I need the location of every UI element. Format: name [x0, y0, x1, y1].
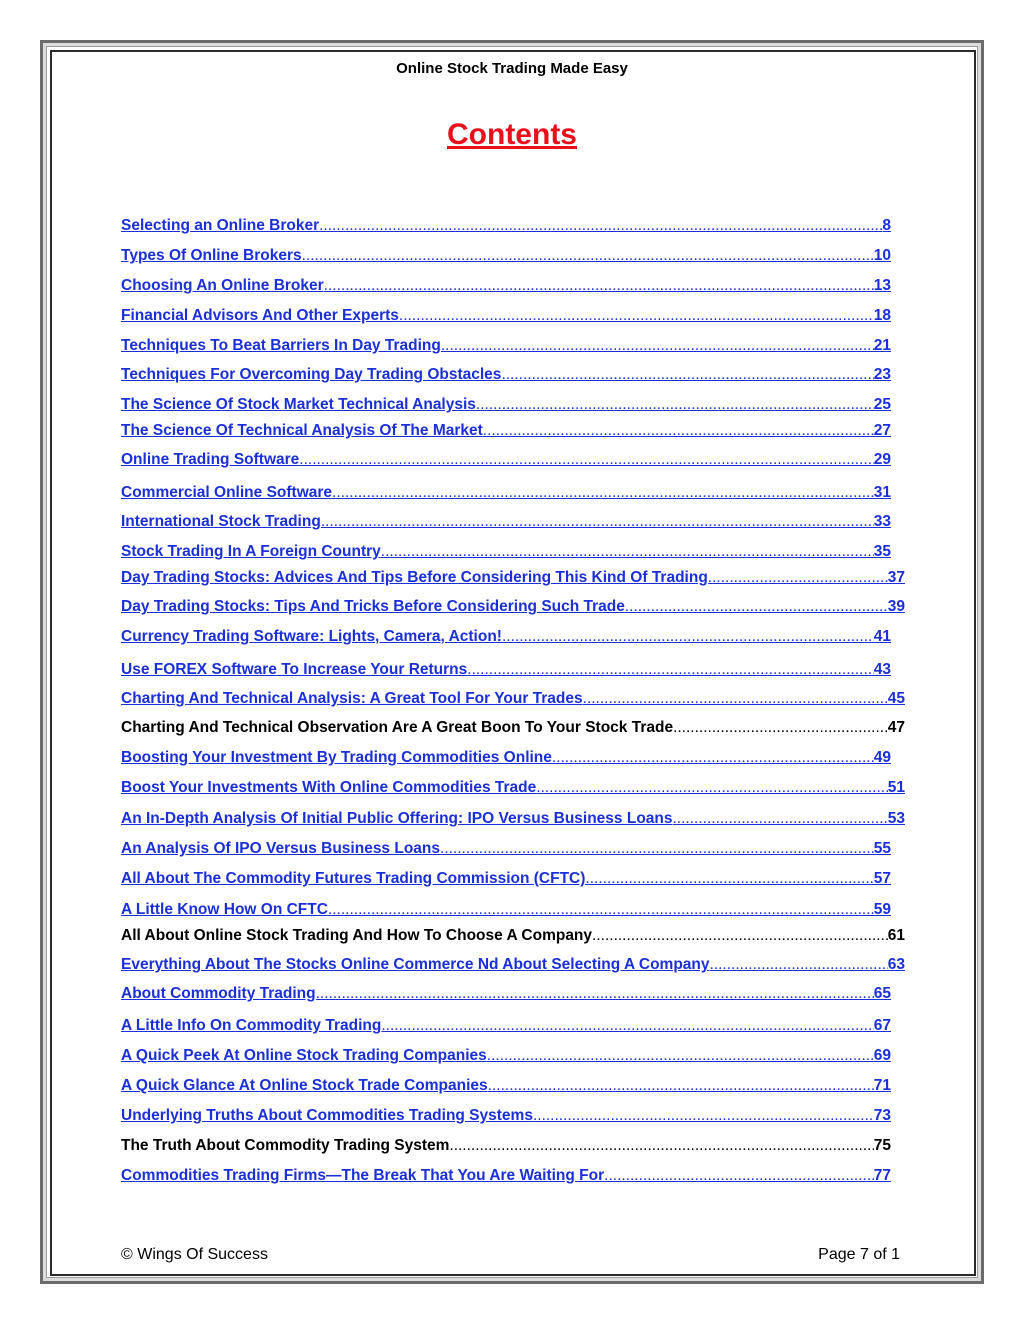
footer-copyright: © Wings Of Success: [121, 1246, 268, 1263]
toc-dot-leader: [319, 216, 882, 236]
toc-entry-title: Day Trading Stocks: Advices And Tips Before Considering This Kind Of Trading: [121, 569, 708, 586]
toc-dot-leader: [299, 450, 873, 470]
toc-entry-page: 45: [887, 690, 905, 707]
toc-entry-title: Stock Trading In A Foreign Country: [121, 543, 381, 560]
toc-dot-leader: [483, 421, 874, 441]
toc-dot-leader: [585, 869, 873, 889]
toc-dot-leader: [552, 748, 874, 768]
toc-entry[interactable]: [121, 568, 905, 588]
toc-entry-title: Commodities Trading Firms—The Break That You Are Waiting For: [121, 1167, 605, 1184]
toc-entry: [121, 1136, 891, 1156]
toc-entry-page: 77: [873, 1167, 891, 1184]
toc-entry-title: A Quick Peek At Online Stock Trading Companies: [121, 1047, 487, 1064]
toc-entry-title: Everything About The Stocks Online Commerce Nd About Selecting A Company: [121, 956, 710, 973]
toc-entry-title: Underlying Truths About Commodities Trading Systems: [121, 1107, 533, 1124]
toc-dot-leader: [592, 926, 888, 946]
toc-dot-leader: [332, 483, 874, 503]
toc-entry-page: 61: [887, 927, 905, 944]
toc-entry[interactable]: [121, 689, 905, 709]
toc-entry[interactable]: [121, 306, 891, 326]
toc-dot-leader: [467, 660, 873, 680]
toc-entry-page: 41: [873, 628, 891, 645]
toc-entry[interactable]: [121, 1016, 891, 1036]
toc-entry-title: International Stock Trading: [121, 513, 321, 530]
toc-entry-title: Commercial Online Software: [121, 484, 333, 501]
toc-entry[interactable]: [121, 336, 891, 356]
toc-dot-leader: [604, 1166, 874, 1186]
toc-entry-title: Boosting Your Investment By Trading Commodities Online: [121, 749, 552, 766]
toc-entry[interactable]: [121, 955, 905, 975]
footer-page-number: Page 7 of 1: [818, 1246, 900, 1263]
toc-entry-page: 39: [887, 598, 905, 615]
toc-entry-page: 43: [873, 661, 891, 678]
toc-entry-page: 51: [887, 779, 905, 796]
toc-entry-page: 37: [887, 569, 905, 586]
toc-entry[interactable]: [121, 809, 905, 829]
toc-entry-title: Boost Your Investments With Online Commodities Trade: [121, 779, 537, 796]
toc-dot-leader: [487, 1046, 874, 1066]
toc-entry-title: An In-Depth Analysis Of Initial Public Offering: IPO Versus Business Loans: [121, 810, 673, 827]
toc-entry-page: 10: [873, 247, 891, 264]
toc-entry-page: 59: [873, 901, 891, 918]
toc-dot-leader: [321, 512, 874, 532]
toc-dot-leader: [488, 1076, 874, 1096]
toc-dot-leader: [583, 689, 888, 709]
toc-entry-page: 49: [873, 749, 891, 766]
toc-entry[interactable]: [121, 627, 891, 647]
toc-entry[interactable]: [121, 1106, 891, 1126]
toc-entry: [121, 926, 905, 946]
running-header: Online Stock Trading Made Easy: [396, 60, 628, 77]
toc-dot-leader: [501, 365, 873, 385]
toc-entry-title: Financial Advisors And Other Experts: [121, 307, 399, 324]
toc-dot-leader: [328, 900, 874, 920]
toc-entry[interactable]: [121, 597, 905, 617]
toc-entry[interactable]: [121, 1046, 891, 1066]
toc-entry[interactable]: [121, 450, 891, 470]
toc-entry[interactable]: [121, 1166, 891, 1186]
toc-entry[interactable]: [121, 869, 891, 889]
toc-entry-title: Types Of Online Brokers: [121, 247, 302, 264]
toc-entry-page: 31: [873, 484, 891, 501]
toc-entry[interactable]: [121, 246, 891, 266]
toc-entry-title: The Science Of Stock Market Technical Analysis: [121, 396, 476, 413]
toc-entry[interactable]: [121, 900, 891, 920]
toc-entry-title: Techniques To Beat Barriers In Day Trading: [121, 337, 441, 354]
toc-entry-page: 21: [873, 337, 891, 354]
toc-entry-page: 69: [873, 1047, 891, 1064]
toc-entry-title: Charting And Technical Analysis: A Great Tool For Your Trades: [121, 690, 583, 707]
toc-entry-title: Selecting an Online Broker: [121, 217, 320, 234]
toc-entry-page: 75: [873, 1137, 891, 1154]
toc-dot-leader: [533, 1106, 874, 1126]
toc-entry-page: 23: [873, 366, 891, 383]
toc-entry-page: 71: [873, 1077, 891, 1094]
toc-entry-title: Currency Trading Software: Lights, Camera, Action!: [121, 628, 502, 645]
toc-entry-page: 67: [873, 1017, 891, 1034]
toc-entry-title: The Science Of Technical Analysis Of The Market: [121, 422, 483, 439]
toc-entry-page: 53: [887, 810, 905, 827]
toc-dot-leader: [502, 627, 874, 647]
toc-dot-leader: [673, 809, 888, 829]
toc-dot-leader: [381, 1016, 873, 1036]
toc-entry[interactable]: [121, 483, 891, 503]
toc-entry-title: Online Trading Software: [121, 451, 300, 468]
toc-entry-page: 55: [873, 840, 891, 857]
toc-entry-page: 33: [873, 513, 891, 530]
toc-dot-leader: [708, 568, 888, 588]
toc-entry-page: 47: [887, 719, 905, 736]
toc-entry-page: 63: [887, 956, 905, 973]
toc-entry-title: A Quick Glance At Online Stock Trade Companies: [121, 1077, 488, 1094]
toc-dot-leader: [710, 955, 888, 975]
toc-entry[interactable]: [121, 660, 891, 680]
toc-dot-leader: [302, 246, 874, 266]
toc-entry-title: A Little Info On Commodity Trading: [121, 1017, 382, 1034]
toc-dot-leader: [625, 597, 888, 617]
toc-entry-page: 8: [882, 217, 891, 234]
toc-dot-leader: [449, 1136, 873, 1156]
toc-entry-page: 35: [873, 543, 891, 560]
toc-entry-title: All About The Commodity Futures Trading Commission (CFTC): [121, 870, 586, 887]
toc-entry-title: Techniques For Overcoming Day Trading Obstacles: [121, 366, 502, 383]
toc-dot-leader: [476, 395, 874, 415]
toc-dot-leader: [316, 984, 874, 1004]
toc-entry: [121, 718, 905, 738]
toc-entry[interactable]: [121, 276, 891, 296]
toc-entry-title: About Commodity Trading: [121, 985, 316, 1002]
toc-entry[interactable]: [121, 748, 891, 768]
toc-entry-title: The Truth About Commodity Trading System: [121, 1137, 450, 1154]
toc-entry-title: Use FOREX Software To Increase Your Returns: [121, 661, 468, 678]
toc-dot-leader: [399, 306, 874, 326]
toc-entry[interactable]: [121, 216, 891, 236]
toc-dot-leader: [673, 718, 888, 738]
toc-entry-page: 25: [873, 396, 891, 413]
toc-entry-page: 57: [873, 870, 891, 887]
contents-title: Contents: [447, 118, 577, 151]
toc-entry[interactable]: [121, 542, 891, 562]
toc-entry[interactable]: [121, 1076, 891, 1096]
toc-entry-title: All About Online Stock Trading And How To Choose A Company: [121, 927, 593, 944]
toc-dot-leader: [536, 778, 887, 798]
toc-entry[interactable]: [121, 512, 891, 532]
toc-entry-title: Choosing An Online Broker: [121, 277, 324, 294]
toc-entry[interactable]: [121, 421, 891, 441]
toc-dot-leader: [441, 336, 874, 356]
toc-entry[interactable]: [121, 778, 905, 798]
toc-entry-page: 65: [873, 985, 891, 1002]
toc-entry-page: 29: [873, 451, 891, 468]
toc-entry[interactable]: [121, 395, 891, 415]
toc-dot-leader: [324, 276, 874, 296]
toc-entry[interactable]: [121, 984, 891, 1004]
toc-dot-leader: [381, 542, 874, 562]
toc-entry-page: 13: [873, 277, 891, 294]
toc-entry-title: A Little Know How On CFTC: [121, 901, 328, 918]
toc-entry[interactable]: [121, 839, 891, 859]
toc-entry[interactable]: [121, 365, 891, 385]
toc-entry-page: 18: [873, 307, 891, 324]
toc-entry-title: Day Trading Stocks: Tips And Tricks Before Considering Such Trade: [121, 598, 625, 615]
toc-entry-title: An Analysis Of IPO Versus Business Loans: [121, 840, 441, 857]
toc-entry-title: Charting And Technical Observation Are A Great Boon To Your Stock Trade: [121, 719, 674, 736]
toc-entry-page: 27: [873, 422, 891, 439]
toc-dot-leader: [440, 839, 874, 859]
toc-entry-page: 73: [873, 1107, 891, 1124]
